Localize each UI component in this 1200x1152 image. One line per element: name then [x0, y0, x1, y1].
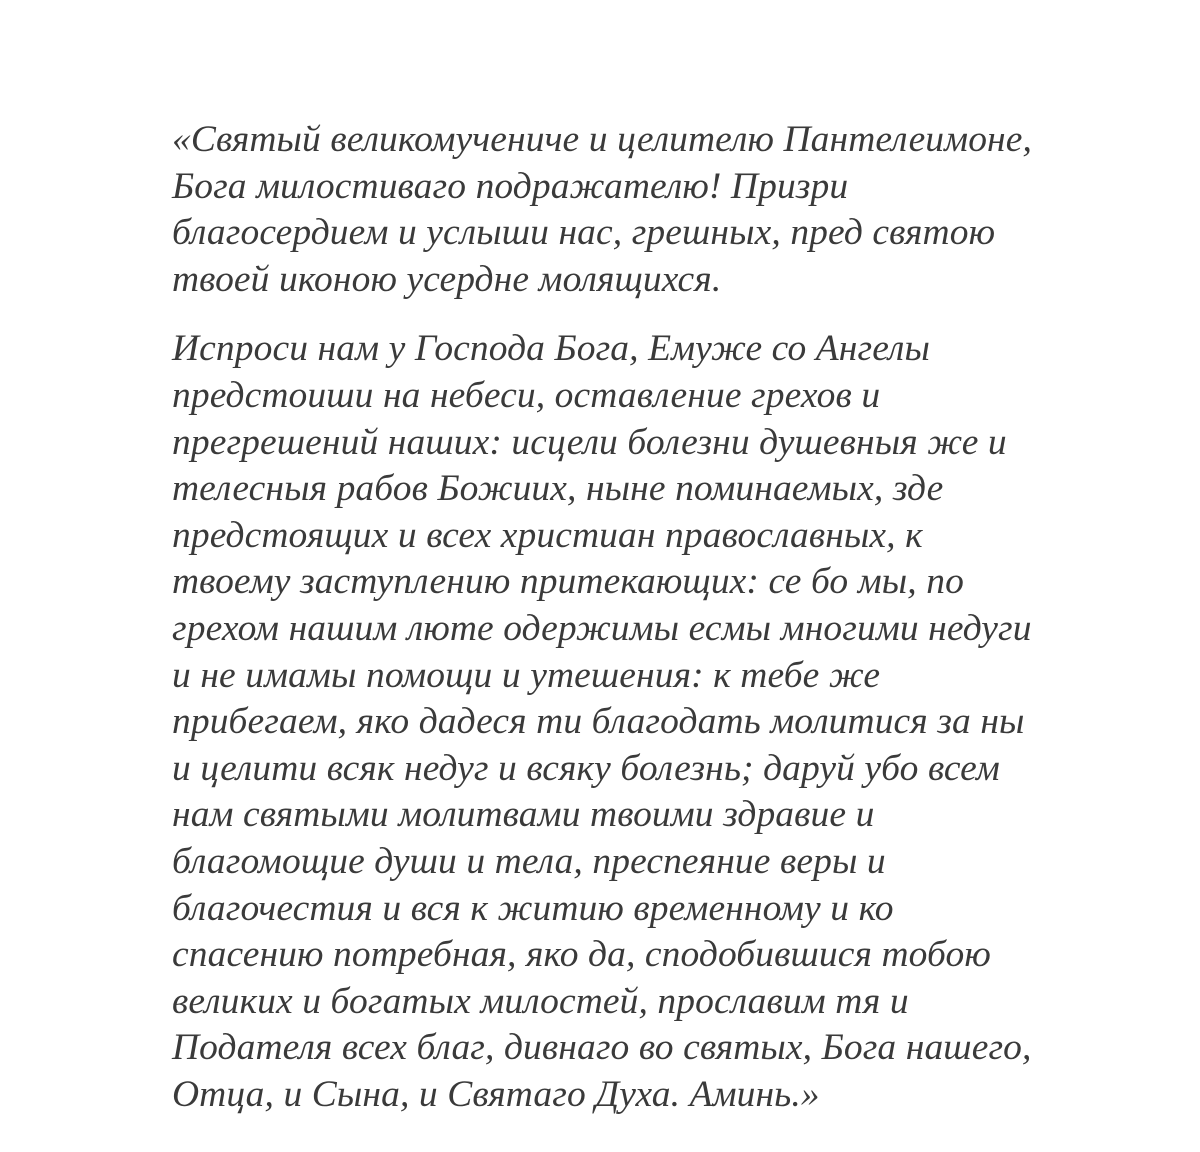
- text-line: спасению потребная, яко да, сподобившися тобою: [172, 934, 991, 976]
- text-line: твоей иконою усердне молящихся.: [172, 258, 722, 300]
- text-line: твоему заступлению притекающих: се бо мы, по: [172, 561, 964, 603]
- text-line: телесныя рабов Божиих, ныне поминаемых, зде: [172, 468, 944, 510]
- text-line: прегрешений наших: исцели болезни душевныя же и: [172, 421, 1007, 463]
- text-line: Испроси нам у Господа Бога, Емуже со Ангелы: [172, 328, 930, 370]
- text-line: прибегаем, яко дадеся ти благодать молитися за ны: [172, 701, 1025, 743]
- text-line: и не имамы помощи и утешения: к тебе же: [172, 654, 881, 696]
- text-line: благосердием и услыши нас, грешных, пред святою: [172, 212, 996, 254]
- text-line: Бога милостиваго подражателю! Призри: [172, 165, 849, 207]
- text-line: благочестия и вся к житию временному и ко: [172, 887, 894, 929]
- text-line: нам святыми молитвами твоими здравие и: [172, 794, 875, 836]
- text-line: «Святый великомучениче и целителю Пантелеимоне,: [172, 119, 1032, 160]
- paragraph-intro: [172, 117, 1132, 303]
- text-line: предстоящих и всех христиан православных, к: [172, 514, 923, 556]
- text-line: грехом нашим люте одержимы есмы многими недуги: [172, 607, 1032, 649]
- prayer-text: [172, 117, 1132, 1118]
- text-line: и целити всяк недуг и всяку болезнь; даруй убо всем: [172, 747, 1000, 789]
- text-line: Отца, и Сына, и Святаго Духа. Аминь.»: [172, 1073, 820, 1115]
- text-line: благомощие души и тела, преспеяние веры и: [172, 840, 886, 882]
- text-line: великих и богатых милостей, прославим тя и: [172, 980, 909, 1022]
- text-line: Подателя всех благ, дивнаго во святых, Бога нашего,: [172, 1027, 1032, 1069]
- text-line: предстоиши на небеси, оставление грехов и: [172, 374, 881, 416]
- paragraph-main: [172, 326, 1132, 1118]
